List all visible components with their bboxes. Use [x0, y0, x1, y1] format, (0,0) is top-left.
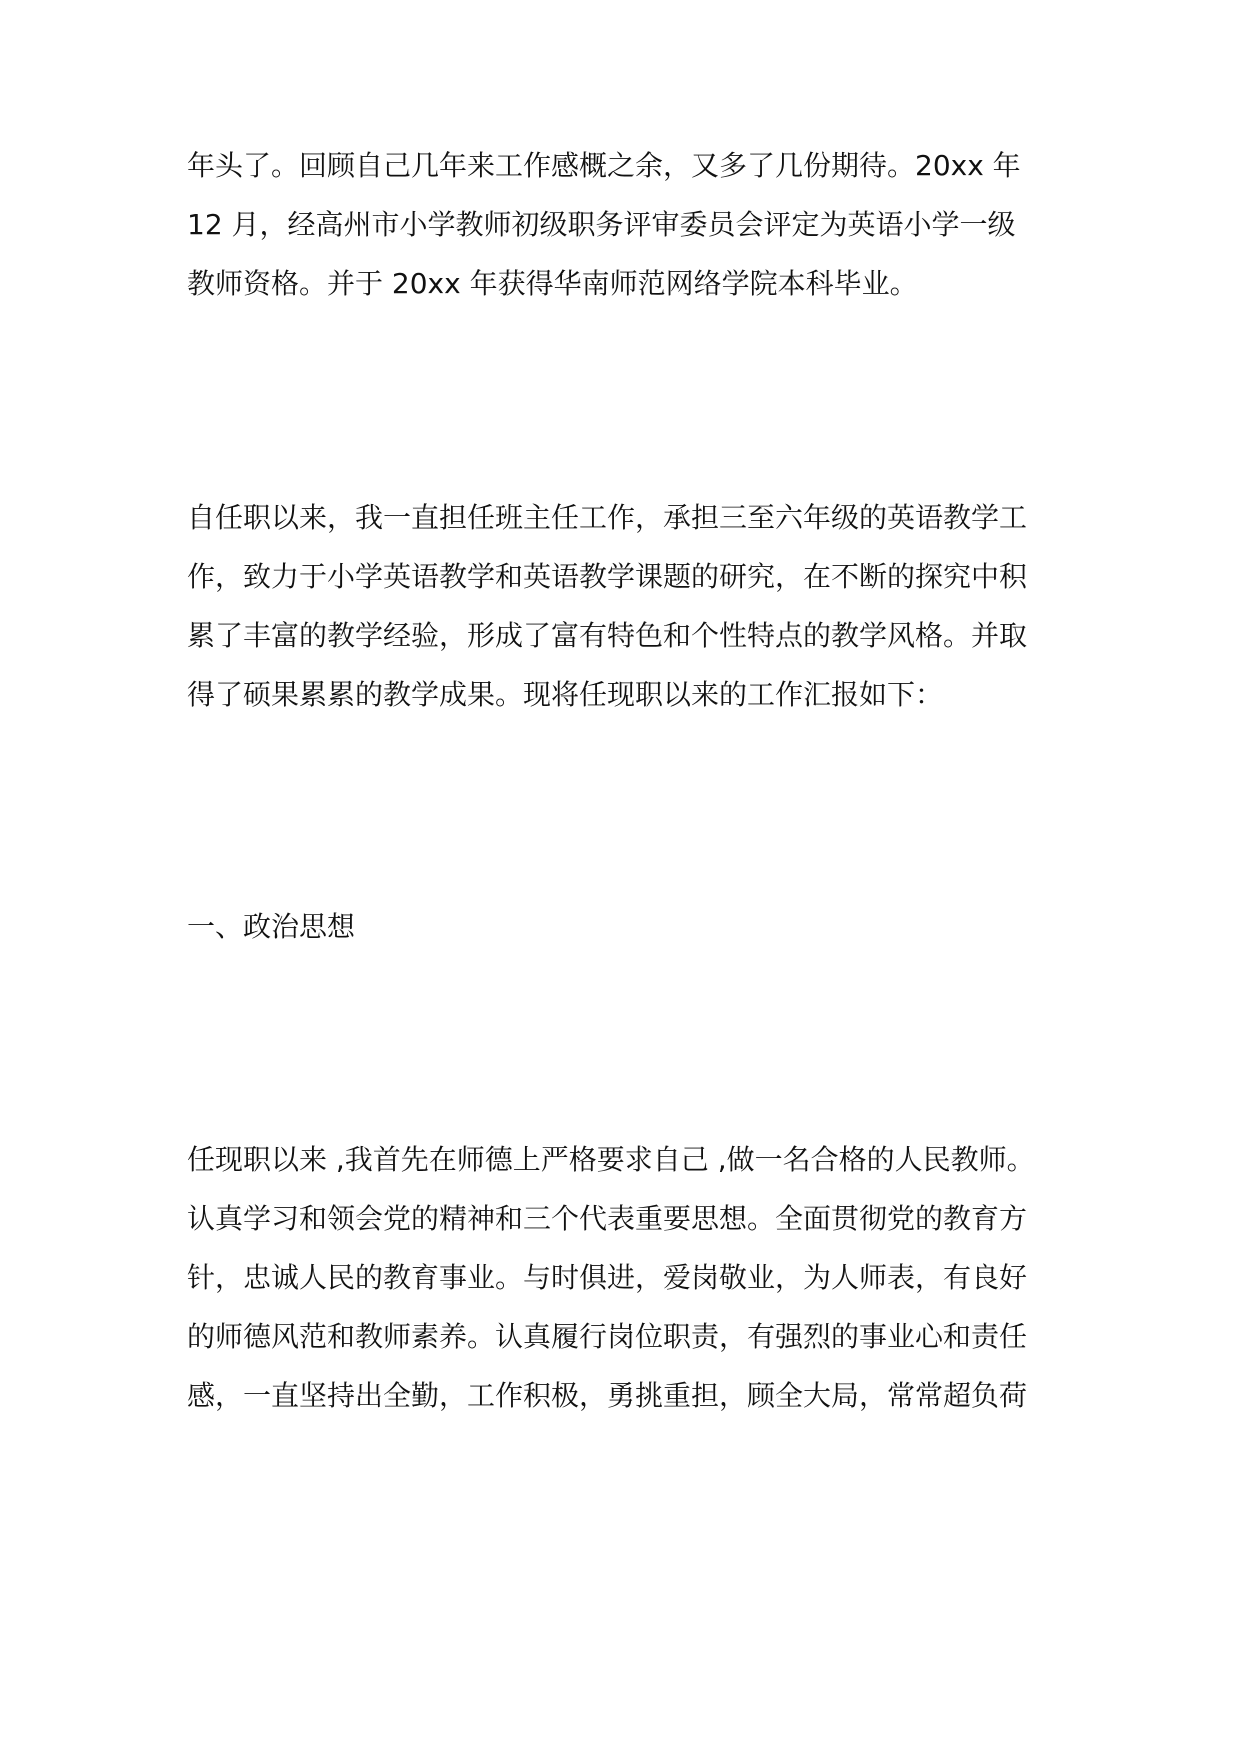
paragraph-2-line-4: 得了硕果累累的教学成果。现将任现职以来的工作汇报如下： — [187, 678, 944, 711]
paragraph-3-line-4: 的师德风范和教师素养。认真履行岗位职责，有强烈的事业心和责任 — [187, 1320, 1028, 1353]
paragraph-2-line-2: 作，致力于小学英语教学和英语教学课题的研究，在不断的探究中积 — [187, 560, 1028, 593]
paragraph-2-line-3: 累了丰富的教学经验，形成了富有特色和个性特点的教学风格。并取 — [187, 619, 1028, 652]
paragraph-1-line-2: 12 月，经高州市小学教师初级职务评审委员会评定为英语小学一级 — [187, 208, 1016, 241]
paragraph-3-line-3: 针，忠诚人民的教育事业。与时俱进，爱岗敬业，为人师表，有良好 — [187, 1261, 1028, 1294]
paragraph-1-line-1: 年头了。回顾自己几年来工作感概之余，又多了几份期待。20xx 年 — [187, 149, 1021, 182]
paragraph-1-line-3: 教师资格。并于 20xx 年获得华南师范网络学院本科毕业。 — [187, 267, 918, 300]
paragraph-3-line-1: 任现职以来 ,我首先在师德上严格要求自己 ,做一名合格的人民教师。 — [187, 1143, 1035, 1176]
section-heading: 一、政治思想 — [187, 910, 356, 943]
paragraph-2-line-1: 自任职以来，我一直担任班主任工作，承担三至六年级的英语教学工 — [187, 501, 1028, 534]
paragraph-3-line-5: 感，一直坚持出全勤，工作积极，勇挑重担，顾全大局，常常超负荷 — [187, 1379, 1028, 1412]
paragraph-3-line-2: 认真学习和领会党的精神和三个代表重要思想。全面贯彻党的教育方 — [187, 1202, 1028, 1235]
